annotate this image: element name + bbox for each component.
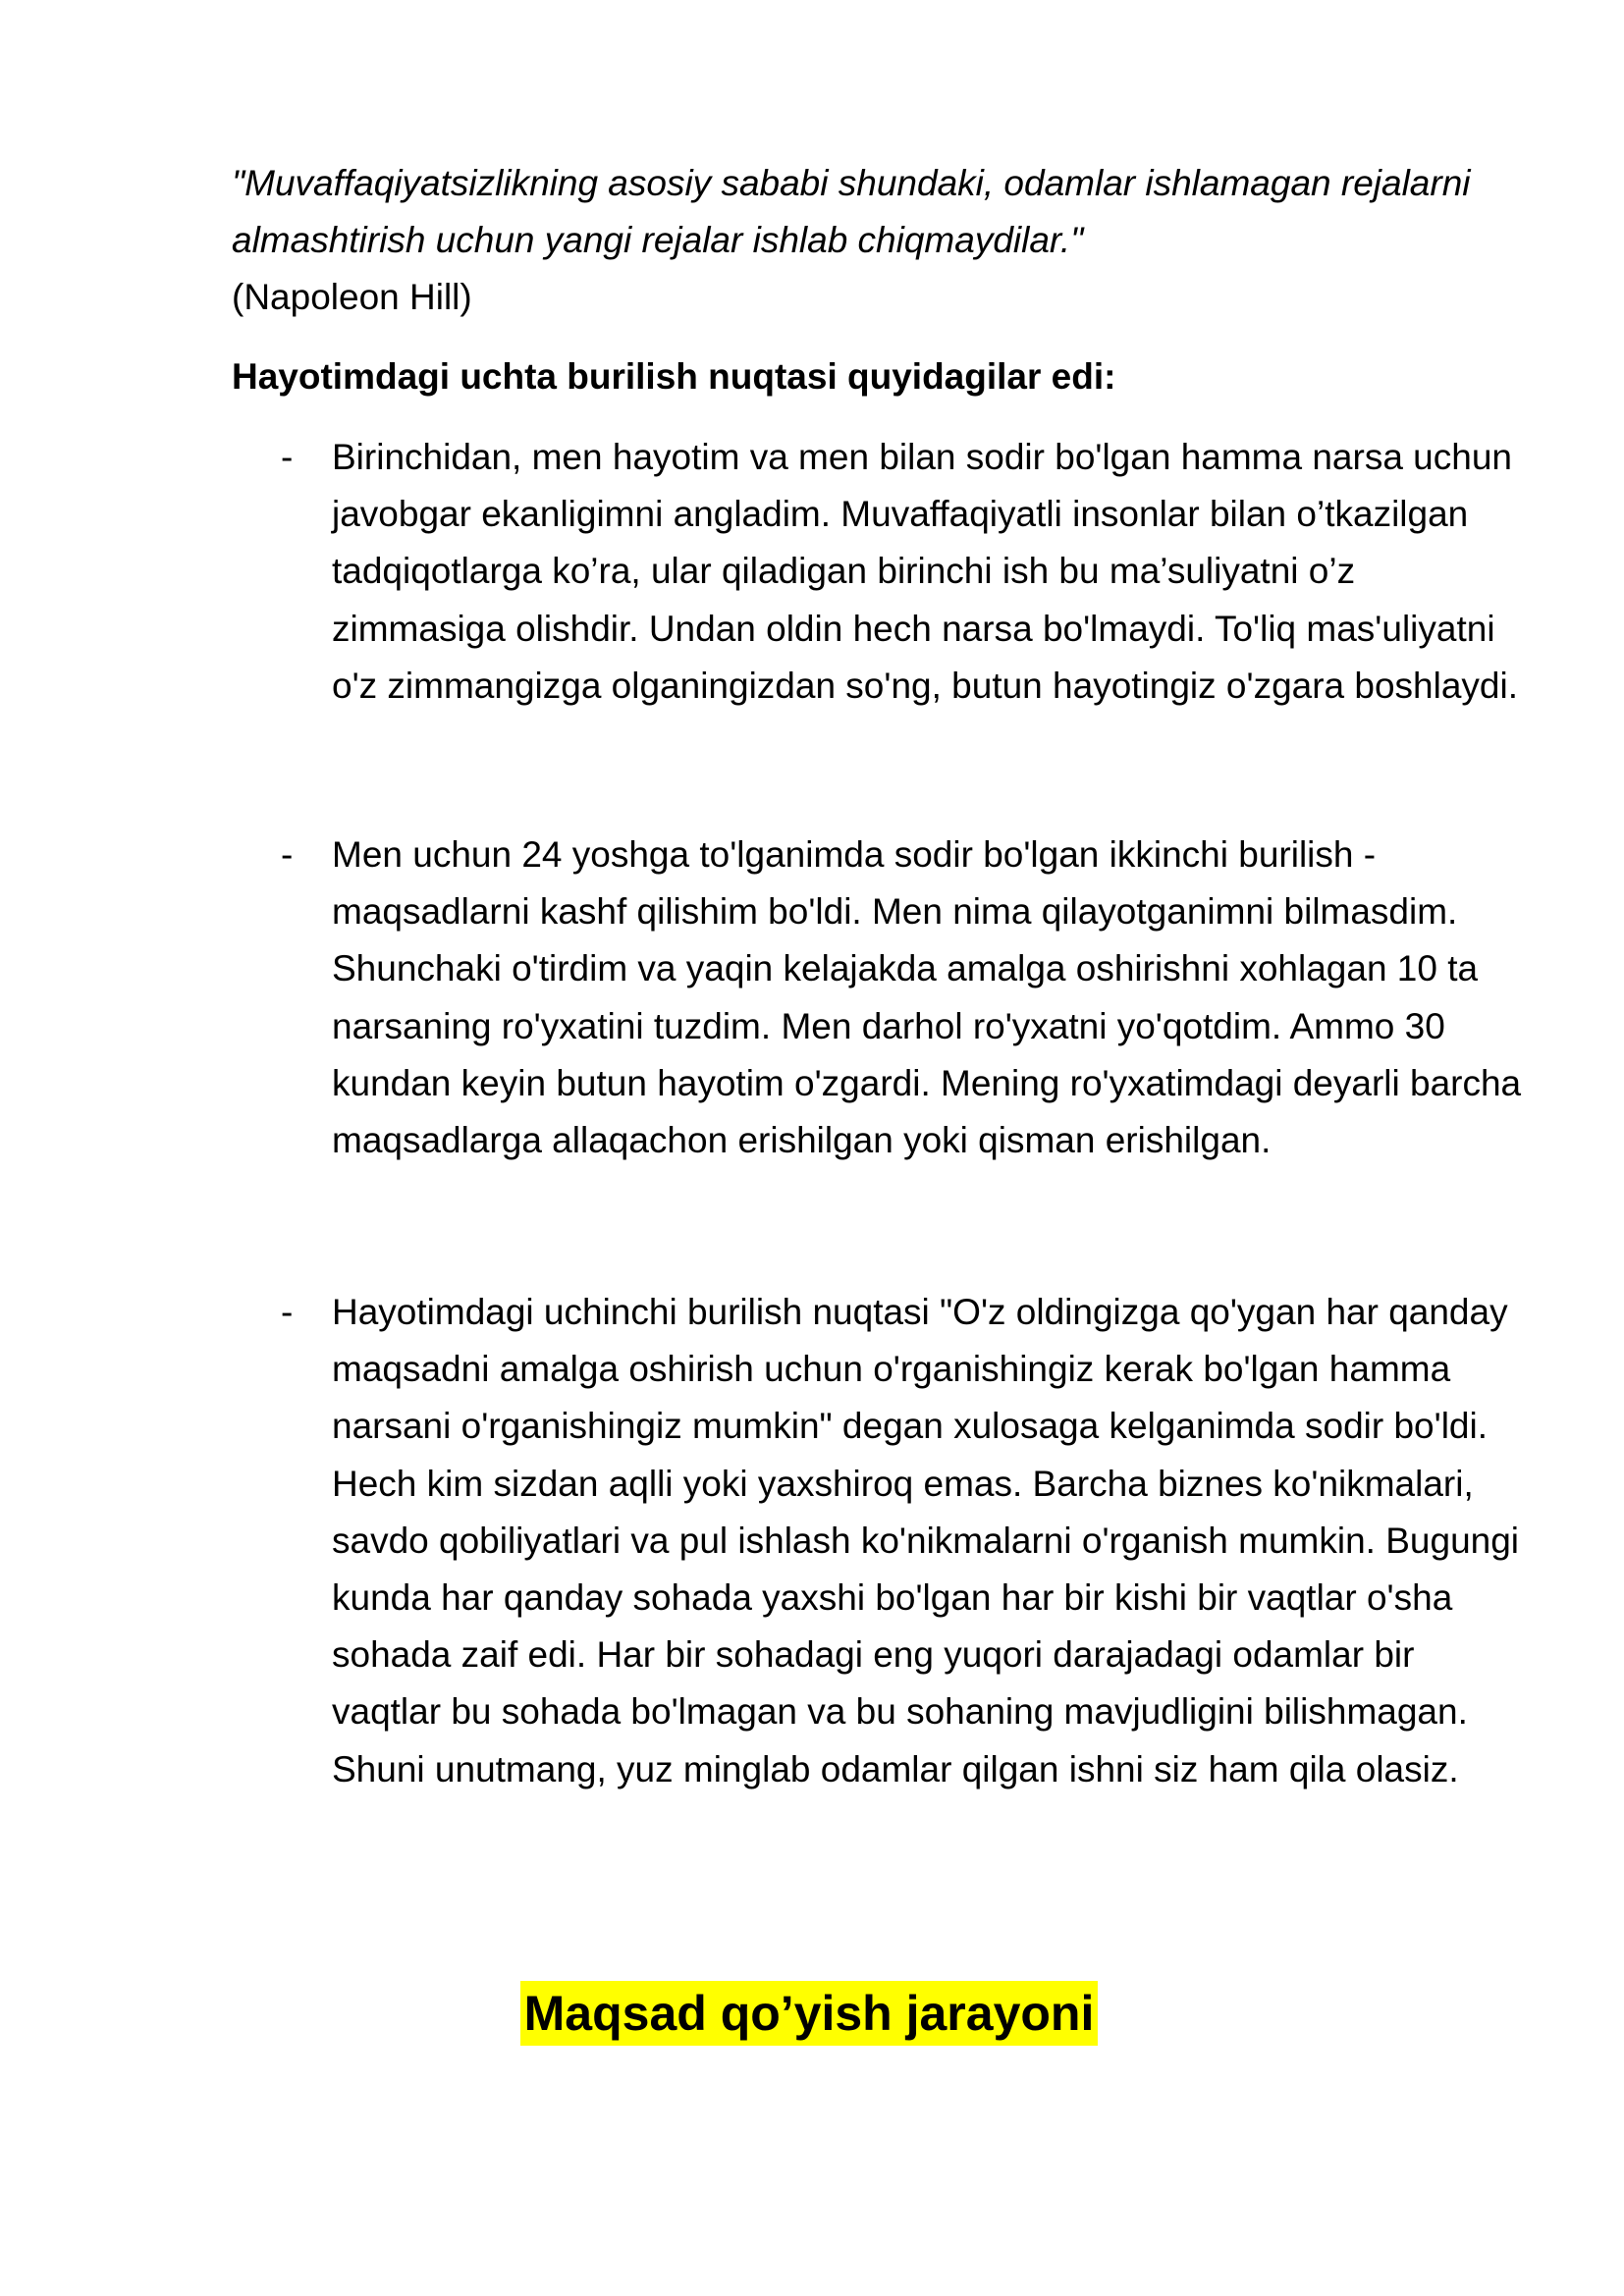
list-item-text: Birinchidan, men hayotim va men bilan sodir bo'lgan hamma narsa uchun javobgar ekanligimni angladim. Muvaffaqiyatli insonlar bilan o’tkazilgan tadqiqotlarga ko’ra, ular qiladigan birinchi ish bu ma’suliyatni o’z zimmasiga olishdir. Undan oldin hech narsa bo'lmaydi. To'liq mas'uliyatni o'z zimmangizga olganingizdan so'ng, butun hayotingiz o'zgara boshlaydi. xyxy=(332,437,1519,706)
quote-attribution: (Napoleon Hill) xyxy=(232,277,472,317)
list-bullet: - xyxy=(281,1292,294,1332)
section-heading: Hayotimdagi uchta burilish nuqtasi quyidagilar edi: xyxy=(232,356,1116,397)
list-item-text: Hayotimdagi uchinchi burilish nuqtasi "O'z oldingizga qo'ygan har qanday maqsadni amalga oshirish uchun o'rganishingiz kerak bo'lgan hamma narsani o'rganishingiz mumkin" degan xulosaga kelganimda sodir bo'ldi. Hech kim sizdan aqlli yoki yaxshiroq emas. Barcha biznes ko'nikmalari, savdo qobiliyatlari va pul ishlash ko'nikmalarni o'rganish mumkin. Bugungi kunda har qanday sohada yaxshi bo'lgan har bir kishi bir vaqtlar o'sha sohada zaif edi. Har bir sohadagi eng yuqori darajadagi odamlar bir vaqtlar bu sohada bo'lmagan va bu sohaning mavjudligini bilishmagan. Shuni unutmang, yuz minglab odamlar qilgan ishni siz ham qila olasiz. xyxy=(332,1292,1520,1789)
list-item-text: Men uchun 24 yoshga to'lganimda sodir bo'lgan ikkinchi burilish - maqsadlarni kashf qilishim bo'ldi. Men nima qilayotganimni bilmasdim. Shunchaki o'tirdim va yaqin kelajakda amalga oshirishni xohlagan 10 ta narsaning ro'yxatini tuzdim. Men darhol ro'yxatni yo'qotdim. Ammo 30 kundan keyin butun hayotim o'zgardi. Mening ro'yxatimdagi deyarli barcha maqsadlarga allaqachon erishilgan yoki qisman erishilgan. xyxy=(332,834,1522,1161)
section-title: Maqsad qo’yish jarayoni xyxy=(520,1981,1099,2046)
section-title-container xyxy=(0,1981,1624,2046)
list-bullet: - xyxy=(281,437,294,477)
list-bullet: - xyxy=(281,834,294,875)
quote-text: "Muvaffaqiyatsizlikning asosiy sababi shundaki, odamlar ishlamagan rejalarni almashtirish uchun yangi rejalar ishlab chiqmaydilar." xyxy=(232,163,1471,260)
